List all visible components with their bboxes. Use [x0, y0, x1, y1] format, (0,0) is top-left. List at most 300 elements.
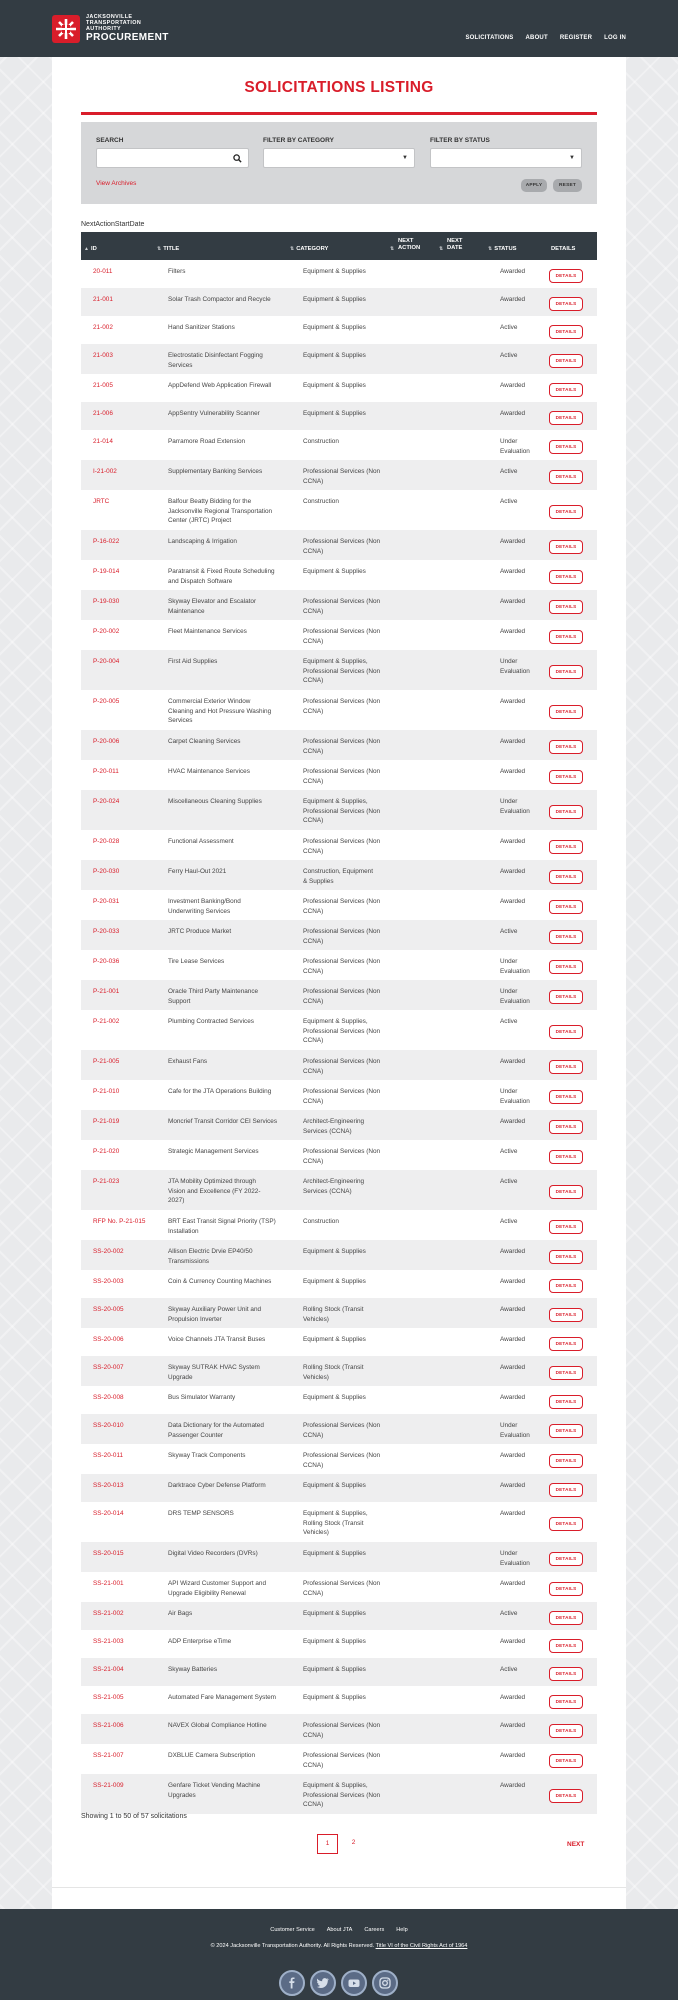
table-row — [81, 1502, 597, 1542]
title-line: Coin & Currency Counting Machines — [168, 1278, 272, 1285]
title-line: Upgrade Eligibility Renewal — [168, 1589, 246, 1597]
solicitation-id-link[interactable]: P-21-019 — [93, 1118, 120, 1125]
category-select[interactable] — [263, 148, 415, 168]
solicitation-category — [303, 737, 403, 756]
solicitation-id-link[interactable]: P-20-002 — [93, 628, 120, 635]
category-line: Professional Services (Non — [303, 1058, 381, 1065]
solicitation-id-link[interactable]: 21-002 — [93, 324, 113, 331]
category-line: Professional Services (Non — [303, 538, 381, 545]
table-row — [81, 1414, 597, 1444]
column-title[interactable]: ⇅ TITLE — [157, 246, 180, 252]
category-line: Rolling Stock (Transit — [303, 1306, 364, 1313]
table-row — [81, 288, 597, 316]
solicitation-title — [168, 1451, 293, 1461]
category-line: Professional Services (Non — [303, 1722, 381, 1729]
details-button[interactable]: DETAILS — [549, 990, 583, 1004]
solicitation-id-link[interactable]: P-20-031 — [93, 898, 120, 905]
table-row — [81, 890, 597, 920]
column-next-date[interactable]: ⇅ NEXT DATE — [439, 238, 463, 252]
details-button[interactable]: DETAILS — [549, 805, 583, 819]
jta-logo[interactable] — [52, 14, 169, 43]
details-button[interactable]: DETAILS — [549, 930, 583, 944]
details-button[interactable]: DETAILS — [549, 630, 583, 644]
solicitation-id-link[interactable]: SS-21-009 — [93, 1782, 124, 1789]
solicitation-status — [500, 295, 545, 305]
table-row — [81, 530, 597, 560]
solicitation-category — [303, 1087, 403, 1106]
category-line: Professional Services (Non — [303, 1752, 381, 1759]
solicitation-category — [303, 497, 403, 507]
solicitation-id-link[interactable]: 21-003 — [93, 352, 113, 359]
solicitation-id-link[interactable]: SS-20-006 — [93, 1336, 124, 1343]
next-page-button[interactable]: NEXT — [567, 1841, 585, 1848]
title-line: Commercial Exterior Window — [168, 698, 251, 705]
details-button[interactable]: DETAILS — [549, 411, 583, 425]
solicitation-category — [303, 1481, 403, 1491]
solicitation-id-link[interactable]: P-20-005 — [93, 698, 120, 705]
title-line: Data Dictionary for the Automated — [168, 1422, 264, 1429]
instagram-icon[interactable] — [372, 1970, 398, 1996]
chevron-down-icon: ▼ — [402, 155, 408, 161]
details-button[interactable]: DETAILS — [549, 1667, 583, 1681]
title-line: Passenger Counter — [168, 1431, 224, 1439]
details-button[interactable]: DETAILS — [549, 1185, 583, 1199]
solicitation-status — [500, 537, 545, 547]
details-button[interactable]: DETAILS — [549, 1639, 583, 1653]
details-button[interactable]: DETAILS — [549, 1308, 583, 1322]
category-line: Construction — [303, 438, 339, 445]
solicitation-status — [500, 957, 545, 976]
solicitation-category — [303, 1305, 403, 1324]
status-line: Active — [500, 1148, 518, 1155]
solicitation-status — [500, 1117, 545, 1127]
category-line: Equipment & Supplies — [303, 410, 366, 417]
solicitation-id-link[interactable]: P-21-001 — [93, 988, 120, 995]
category-line: Professional Services (Non — [303, 1027, 381, 1035]
table-row — [81, 1240, 597, 1270]
footer-link-about-jta[interactable]: About JTA — [326, 1927, 353, 1933]
reset-button[interactable]: RESET — [553, 179, 582, 192]
status-label: FILTER BY STATUS — [430, 137, 490, 144]
table-row — [81, 1328, 597, 1356]
sort-icon: ⇅ — [157, 246, 162, 252]
details-button[interactable]: DETAILS — [549, 770, 583, 784]
solicitation-id-link[interactable]: P-20-004 — [93, 658, 120, 665]
solicitation-id-link[interactable]: P-19-030 — [93, 598, 120, 605]
details-button[interactable]: DETAILS — [549, 1695, 583, 1709]
solicitation-category — [303, 1609, 403, 1619]
status-line: Active — [500, 324, 518, 331]
solicitation-status — [500, 1751, 545, 1761]
table-row — [81, 620, 597, 650]
title-line: BRT East Transit Signal Priority (TSP) — [168, 1218, 276, 1225]
table-row — [81, 860, 597, 890]
category-line: CCNA) — [303, 997, 324, 1005]
title-line: NAVEX Global Compliance Hotline — [168, 1722, 267, 1729]
details-button[interactable]: DETAILS — [549, 383, 583, 397]
solicitation-id-link[interactable]: P-19-014 — [93, 568, 120, 575]
solicitation-id-link[interactable]: SS-20-014 — [93, 1510, 124, 1517]
title-line: AppSentry Vulnerability Scanner — [168, 410, 260, 417]
details-button[interactable]: DETAILS — [549, 1060, 583, 1074]
facebook-icon[interactable] — [279, 1970, 305, 1996]
details-button[interactable]: DETAILS — [549, 870, 583, 884]
title-line: Fleet Maintenance Services — [168, 628, 247, 635]
column-category[interactable]: ⇅ CATEGORY — [290, 246, 329, 252]
solicitation-status — [500, 1693, 545, 1703]
table-row — [81, 490, 597, 530]
details-button[interactable]: DETAILS — [549, 1025, 583, 1039]
details-button[interactable]: DETAILS — [549, 600, 583, 614]
solicitation-title — [168, 837, 293, 847]
title-line: Skyway Elevator and Escalator — [168, 598, 257, 605]
status-select[interactable] — [430, 148, 582, 168]
details-button[interactable]: DETAILS — [549, 505, 583, 519]
solicitation-id-link[interactable]: 20-011 — [93, 268, 113, 275]
solicitation-category — [303, 1549, 403, 1559]
table-row — [81, 402, 597, 430]
solicitation-category — [303, 1117, 403, 1136]
status-line: Evaluation — [500, 1097, 530, 1105]
category-line: Equipment & Supplies — [303, 1638, 366, 1645]
table-row — [81, 260, 597, 288]
solicitation-status — [500, 1217, 545, 1227]
solicitation-id-link[interactable]: SS-20-003 — [93, 1278, 124, 1285]
details-button[interactable]: DETAILS — [549, 1454, 583, 1468]
details-button[interactable]: DETAILS — [549, 1517, 583, 1531]
details-button[interactable]: DETAILS — [549, 900, 583, 914]
sort-icon: ⇅ — [290, 246, 295, 252]
details-button[interactable]: DETAILS — [549, 1395, 583, 1409]
title-line: Upgrades — [168, 1791, 196, 1799]
title-line: Solar Trash Compactor and Recycle — [168, 296, 271, 303]
category-line: Professional Services (Non — [303, 838, 381, 845]
details-button[interactable]: DETAILS — [549, 1337, 583, 1351]
category-line: Architect-Engineering — [303, 1118, 365, 1125]
solicitation-title — [168, 897, 293, 916]
copyright-text: © 2024 Jacksonville Transportation Authority. All Rights Reserved. — [210, 1943, 375, 1949]
solicitation-id-link[interactable]: P-20-033 — [93, 928, 120, 935]
solicitation-id-link[interactable]: 21-006 — [93, 410, 113, 417]
category-line: Professional Services (Non — [303, 468, 381, 475]
main-nav — [465, 35, 626, 41]
category-line: Professional Services (Non — [303, 1148, 381, 1155]
solicitation-id-link[interactable]: RFP No. P-21-015 — [93, 1218, 146, 1225]
solicitation-id-link[interactable]: SS-20-008 — [93, 1394, 124, 1401]
solicitation-id-link[interactable]: P-20-024 — [93, 798, 120, 805]
title-line: Skyway Batteries — [168, 1666, 218, 1673]
title-line: DRS TEMP SENSORS — [168, 1510, 234, 1517]
table-row — [81, 1356, 597, 1386]
status-line: Awarded — [500, 1580, 526, 1587]
category-line: Professional Services (Non — [303, 628, 381, 635]
nav-register[interactable]: REGISTER — [559, 35, 593, 41]
status-line: Awarded — [500, 768, 526, 775]
details-button[interactable]: DETAILS — [549, 1611, 583, 1625]
solicitation-status — [500, 1665, 545, 1675]
status-line: Awarded — [500, 598, 526, 605]
title-line: Cleaning and Hot Pressure Washing — [168, 707, 272, 715]
solicitation-status — [500, 1277, 545, 1287]
table-row — [81, 1386, 597, 1414]
footer-link-careers[interactable]: Careers — [364, 1927, 385, 1933]
solicitation-title — [168, 1017, 293, 1027]
solicitation-category — [303, 897, 403, 916]
table-row — [81, 1744, 597, 1774]
title-line: Propulsion Inverter — [168, 1315, 222, 1323]
search-icon[interactable] — [233, 154, 242, 165]
details-button[interactable]: DETAILS — [549, 1366, 583, 1380]
solicitation-status — [500, 1481, 545, 1491]
category-line: Professional Services (Non — [303, 738, 381, 745]
solicitation-title — [168, 697, 293, 726]
solicitation-id-link[interactable]: SS-21-004 — [93, 1666, 124, 1673]
table-row — [81, 1602, 597, 1630]
title-line: Tire Lease Services — [168, 958, 225, 965]
table-row — [81, 460, 597, 490]
solicitation-status — [500, 837, 545, 847]
details-button[interactable]: DETAILS — [549, 1582, 583, 1596]
solicitation-status — [500, 409, 545, 419]
solicitation-id-link[interactable]: SS-21-002 — [93, 1610, 124, 1617]
title-line: DXBLUE Camera Subscription — [168, 1752, 256, 1759]
table-row — [81, 690, 597, 730]
title-line: Center (JRTC) Project — [168, 517, 232, 525]
details-button[interactable]: DETAILS — [549, 960, 583, 974]
solicitation-id-link[interactable]: SS-21-006 — [93, 1722, 124, 1729]
nav-log-in[interactable]: LOG IN — [604, 35, 626, 41]
details-button[interactable]: DETAILS — [549, 1250, 583, 1264]
category-line: CCNA) — [303, 847, 324, 855]
solicitation-category — [303, 1177, 403, 1196]
title-line: Cafe for the JTA Operations Building — [168, 1088, 272, 1095]
page-1-button[interactable]: 1 — [317, 1834, 338, 1854]
solicitation-status — [500, 897, 545, 907]
nav-solicitations[interactable]: SOLICITATIONS — [465, 35, 514, 41]
solicitation-title — [168, 409, 293, 419]
table-row — [81, 1050, 597, 1080]
details-button[interactable]: DETAILS — [549, 840, 583, 854]
solicitation-id-link[interactable]: P-21-010 — [93, 1088, 120, 1095]
category-line: Services (CCNA) — [303, 1187, 352, 1195]
table-row — [81, 1542, 597, 1572]
category-line: Professional Services (Non — [303, 928, 381, 935]
solicitation-category — [303, 1721, 403, 1740]
category-line: Equipment & Supplies — [303, 268, 366, 275]
title-line: Support — [168, 997, 191, 1005]
details-button[interactable]: DETAILS — [549, 740, 583, 754]
sort-asc-icon: ▲ — [84, 246, 89, 252]
table-row — [81, 1010, 597, 1050]
content-card — [52, 57, 626, 1909]
solicitation-id-link[interactable]: SS-21-007 — [93, 1752, 124, 1759]
details-button[interactable]: DETAILS — [549, 1279, 583, 1293]
details-button[interactable]: DETAILS — [549, 1424, 583, 1438]
solicitation-id-link[interactable]: P-21-005 — [93, 1058, 120, 1065]
solicitation-id-link[interactable]: JRTC — [93, 498, 110, 505]
details-button[interactable]: DETAILS — [549, 297, 583, 311]
category-line: CCNA) — [303, 1431, 324, 1439]
solicitation-id-link[interactable]: SS-20-005 — [93, 1306, 124, 1313]
title-line: Automated Fare Management System — [168, 1694, 276, 1701]
details-button[interactable]: DETAILS — [549, 269, 583, 283]
results-count: Showing 1 to 50 of 57 solicitations — [81, 1813, 187, 1820]
details-button[interactable]: DETAILS — [549, 1150, 583, 1164]
column-id[interactable]: ▲ ID — [84, 246, 97, 252]
title-line: JTA Mobility Optimized through — [168, 1178, 256, 1185]
category-line: CCNA) — [303, 1761, 324, 1769]
category-line: CCNA) — [303, 967, 324, 975]
solicitation-status — [500, 1087, 545, 1106]
search-input[interactable] — [96, 148, 249, 168]
details-button[interactable]: DETAILS — [549, 440, 583, 454]
category-line: Equipment & Supplies — [303, 568, 366, 575]
status-line: Under — [500, 658, 518, 665]
solicitation-id-link[interactable]: 21-014 — [93, 438, 113, 445]
category-line: Professional Services (Non — [303, 698, 381, 705]
details-button[interactable]: DETAILS — [549, 665, 583, 679]
category-line: Equipment & Supplies — [303, 1610, 366, 1617]
solicitation-category — [303, 537, 403, 556]
title-line: Plumbing Contracted Services — [168, 1018, 254, 1025]
solicitation-id-link[interactable]: SS-21-005 — [93, 1694, 124, 1701]
solicitation-id-link[interactable]: P-20-028 — [93, 838, 120, 845]
category-line: Equipment & Supplies, — [303, 1510, 368, 1517]
column-status[interactable]: ⇅ STATUS — [488, 246, 517, 252]
solicitation-id-link[interactable]: P-21-020 — [93, 1148, 120, 1155]
search-label: SEARCH — [96, 137, 124, 144]
solicitation-id-link[interactable]: P-20-011 — [93, 768, 119, 775]
details-button[interactable]: DETAILS — [549, 325, 583, 339]
solicitation-id-link[interactable]: SS-20-007 — [93, 1364, 124, 1371]
status-line: Awarded — [500, 1482, 526, 1489]
title-line: First Aid Supplies — [168, 658, 218, 665]
civil-rights-link[interactable]: Title VI of the Civil Rights Act of 1964 — [375, 1943, 468, 1949]
status-line: Awarded — [500, 868, 526, 875]
footer-link-customer-service[interactable]: Customer Service — [270, 1927, 315, 1933]
footer-link-help[interactable]: Help — [396, 1927, 408, 1933]
youtube-icon[interactable] — [341, 1970, 367, 1996]
solicitation-status — [500, 267, 545, 277]
solicitation-id-link[interactable]: P-21-002 — [93, 1018, 120, 1025]
solicitation-id-link[interactable]: SS-20-011 — [93, 1452, 124, 1459]
table-row — [81, 1630, 597, 1658]
details-button[interactable]: DETAILS — [549, 705, 583, 719]
category-line: Equipment & Supplies — [303, 1550, 366, 1557]
solicitation-category — [303, 657, 403, 686]
solicitation-category — [303, 351, 403, 361]
status-line: Active — [500, 352, 518, 359]
solicitation-title — [168, 437, 293, 447]
title-line: Bus Simulator Warranty — [168, 1394, 236, 1401]
solicitation-id-link[interactable]: SS-21-003 — [93, 1638, 124, 1645]
page-2-button[interactable]: 2 — [351, 1839, 356, 1846]
details-button[interactable]: DETAILS — [549, 1789, 583, 1803]
jta-logo-icon — [52, 15, 80, 43]
details-button[interactable]: DETAILS — [549, 570, 583, 584]
category-line: Vehicles) — [303, 1529, 329, 1537]
details-button[interactable]: DETAILS — [549, 354, 583, 368]
solicitation-id-link[interactable]: 21-001 — [93, 296, 113, 303]
solicitation-id-link[interactable]: P-21-023 — [93, 1178, 120, 1185]
details-button[interactable]: DETAILS — [549, 1090, 583, 1104]
twitter-icon[interactable] — [310, 1970, 336, 1996]
category-line: Equipment & Supplies, — [303, 1018, 368, 1025]
status-line: Active — [500, 1218, 518, 1225]
solicitation-category — [303, 1393, 403, 1403]
table-row — [81, 980, 597, 1010]
details-button[interactable]: DETAILS — [549, 1120, 583, 1134]
title-line: Moncrief Transit Corridor CEI Services — [168, 1118, 278, 1125]
status-line: Awarded — [500, 1722, 526, 1729]
title-line: Supplementary Banking Services — [168, 468, 263, 475]
solicitation-category — [303, 1693, 403, 1703]
solicitation-id-link[interactable]: SS-20-015 — [93, 1550, 124, 1557]
table-row — [81, 1110, 597, 1140]
category-line: Professional Services (Non — [303, 1452, 381, 1459]
solicitation-id-link[interactable]: P-16-022 — [93, 538, 120, 545]
solicitation-id-link[interactable]: 21-005 — [93, 382, 113, 389]
title-line: Installation — [168, 1227, 199, 1235]
solicitation-id-link[interactable]: SS-20-002 — [93, 1248, 124, 1255]
column-next-action[interactable]: ⇅ NEXT ACTION — [390, 238, 421, 252]
category-line: Professional Services (Non — [303, 958, 381, 965]
title-line: Exhaust Fans — [168, 1058, 208, 1065]
solicitation-title — [168, 1393, 293, 1403]
details-button[interactable]: DETAILS — [549, 1220, 583, 1234]
solicitation-id-link[interactable]: P-20-036 — [93, 958, 120, 965]
details-button[interactable]: DETAILS — [549, 1483, 583, 1497]
solicitation-status — [500, 1421, 545, 1440]
solicitation-category — [303, 381, 403, 391]
solicitation-category — [303, 1751, 403, 1770]
apply-button[interactable]: APPLY — [521, 179, 547, 192]
nav-about[interactable]: ABOUT — [525, 35, 548, 41]
solicitation-id-link[interactable]: P-20-006 — [93, 738, 120, 745]
solicitation-title — [168, 1751, 293, 1761]
status-line: Under — [500, 1422, 518, 1429]
category-line: Construction — [303, 1218, 339, 1225]
title-line: Upgrade — [168, 1373, 193, 1381]
solicitation-status — [500, 351, 545, 361]
title-line: Darktrace Cyber Defense Platform — [168, 1482, 266, 1489]
solicitation-id-link[interactable]: SS-20-013 — [93, 1482, 124, 1489]
title-line: JRTC Produce Market — [168, 928, 232, 935]
brand-line-2: TRANSPORTATION — [86, 20, 142, 26]
details-button[interactable]: DETAILS — [549, 1754, 583, 1768]
view-archives-link[interactable]: View Archives — [96, 180, 137, 187]
table-row — [81, 316, 597, 344]
details-button[interactable]: DETAILS — [549, 1552, 583, 1566]
solicitation-category — [303, 1147, 403, 1166]
solicitation-id-link[interactable]: I-21-002 — [93, 468, 117, 475]
solicitation-title — [168, 537, 293, 547]
details-button[interactable]: DETAILS — [549, 470, 583, 484]
status-line: Awarded — [500, 1248, 526, 1255]
solicitation-title — [168, 987, 293, 1006]
solicitation-id-link[interactable]: SS-20-010 — [93, 1422, 124, 1429]
details-button[interactable]: DETAILS — [549, 1724, 583, 1738]
details-button[interactable]: DETAILS — [549, 540, 583, 554]
solicitation-id-link[interactable]: SS-21-001 — [93, 1580, 124, 1587]
category-line: Equipment & Supplies — [303, 382, 366, 389]
solicitation-category — [303, 1057, 403, 1076]
status-line: Awarded — [500, 1782, 526, 1789]
title-line: Functional Assessment — [168, 838, 234, 845]
solicitation-id-link[interactable]: P-20-030 — [93, 868, 120, 875]
solicitation-title — [168, 267, 293, 277]
card-divider — [52, 1887, 626, 1888]
